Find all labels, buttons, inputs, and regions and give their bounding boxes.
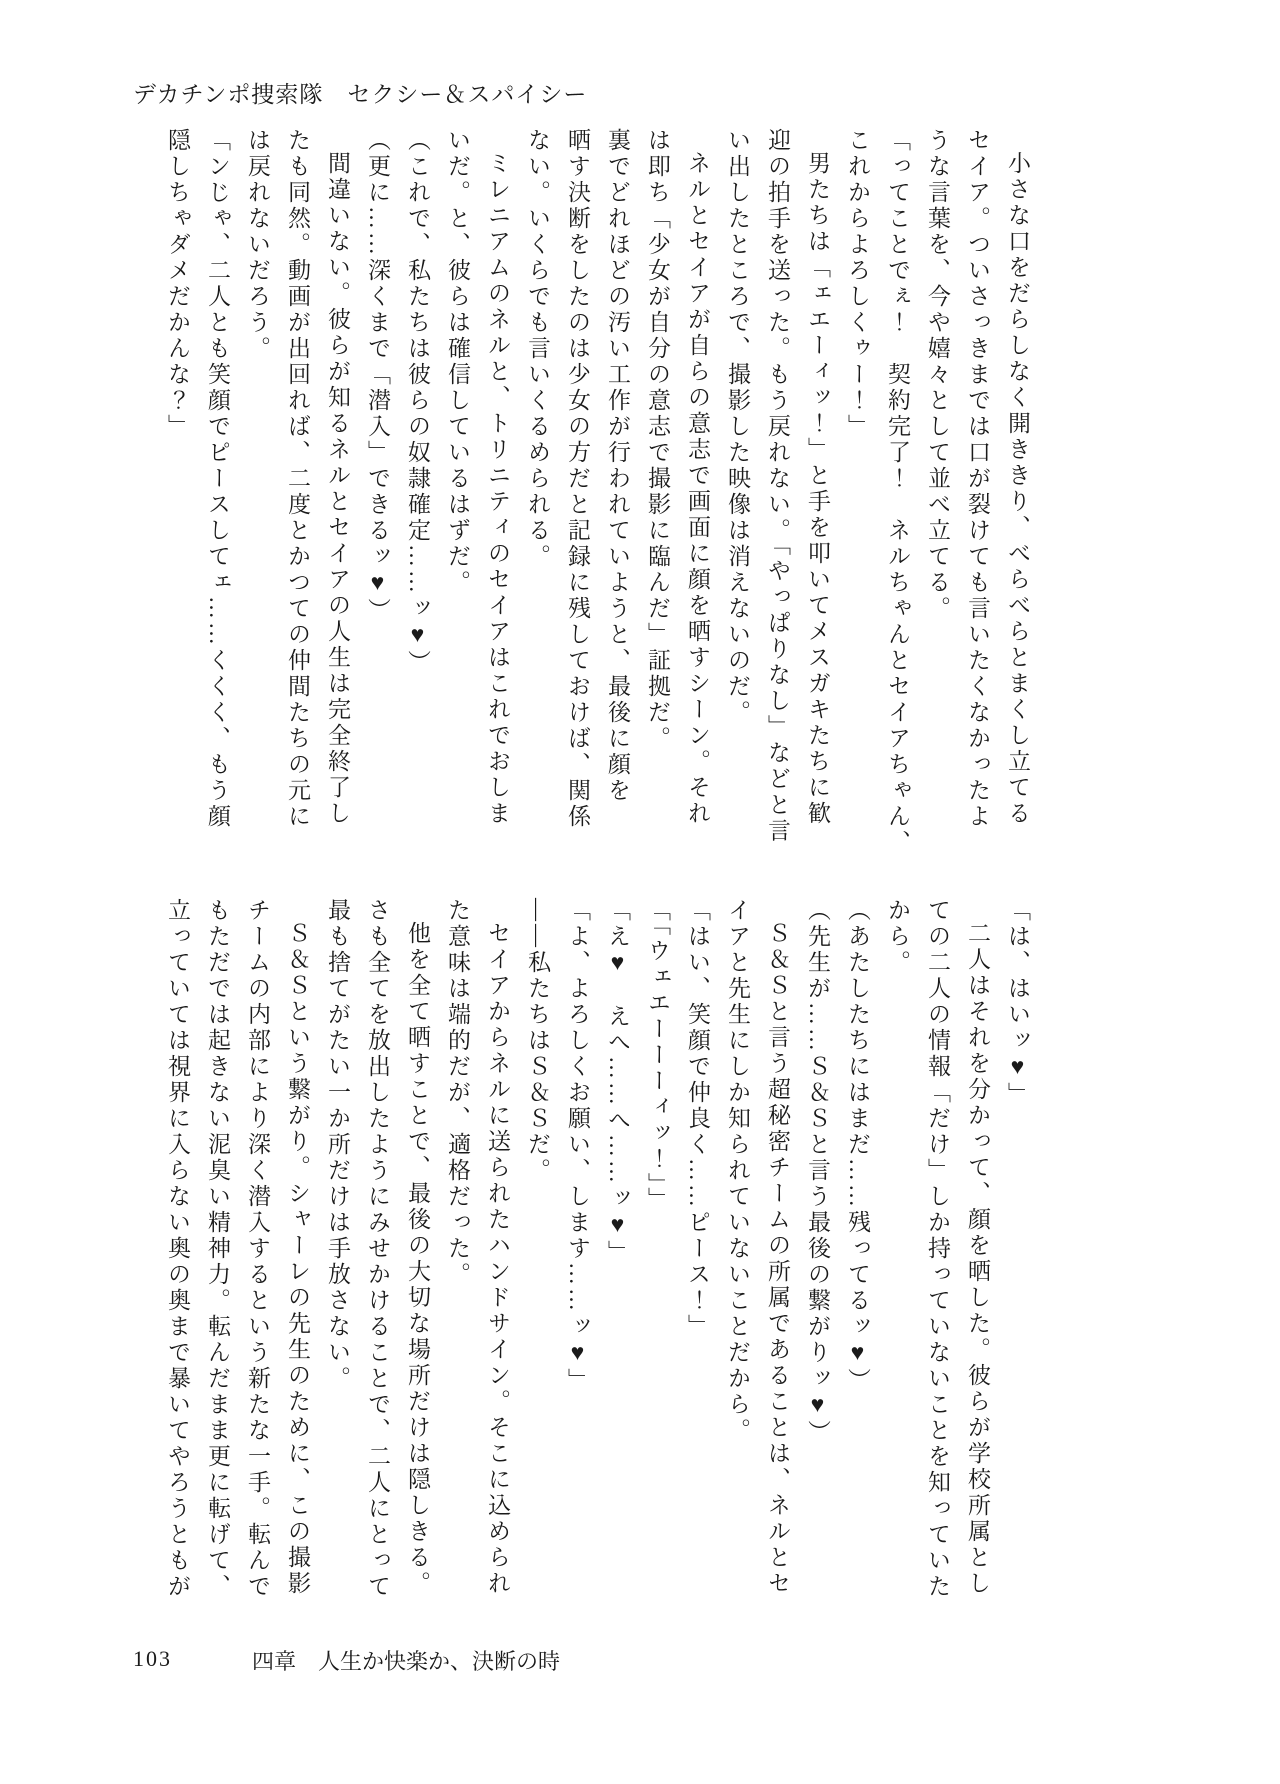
text-line: から。 [885, 898, 910, 976]
text-line: 間違いない。彼らが知るネルとセイアの人生は完全終了し [325, 151, 350, 827]
text-line: チームの内部により深く潜入するという新たな一手。転んで [245, 898, 270, 1600]
text-line: （更に……深くまで「潜入」できるッ♥） [365, 128, 390, 624]
text-line: ミレニアムのネルと、トリニティのセイアはこれでおしま [485, 151, 510, 827]
text-line: 晒す決断をしたのは少女の方だと記録に残しておけば、関係 [565, 128, 590, 830]
text-line: Ｓ＆Ｓという繋がり。シャーレの先生のために、この撮影 [285, 921, 310, 1597]
text-line: ――私たちはＳ＆Ｓだ。 [525, 898, 550, 1184]
text-line: 最も捨てがたい一か所だけは手放さない。 [325, 898, 350, 1392]
text-line: Ｓ＆Ｓと言う超秘密チームの所属であることは、ネルとセ [765, 921, 790, 1597]
text-line: セイア。ついさっきまでは口が裂けても言いたくなかったよ [965, 128, 990, 830]
text-line: 男たちは「ェエーィッ！」と手を叩いてメスガキたちに歓 [805, 151, 830, 827]
text-line: 「ンじゃ、二人とも笑顔でピースしてェ……くくく、もう顔 [205, 128, 230, 830]
text-line: （あたしたちにはまだ……残ってるッ♥） [845, 898, 870, 1394]
text-line: イアと先生にしか知られていないことだから。 [725, 898, 750, 1444]
text-line: 二人はそれを分かって、顔を晒した。彼らが学校所属とし [965, 921, 990, 1597]
text-line: 隠しちゃダメだかんな？」 [165, 128, 190, 440]
text-line: ての二人の情報「だけ」しか持っていないことを知っていた [925, 898, 950, 1600]
text-line: 「ってことでぇ！ 契約完了！ ネルちゃんとセイアちゃん、 [885, 128, 910, 856]
text-line: （これで、私たちは彼らの奴隷確定……ッ♥） [405, 128, 430, 676]
text-line: 立っていては視界に入らない奥の奥まで暴いてやろうともが [165, 898, 190, 1600]
text-line: は即ち「少女が自分の意志で撮影に臨んだ」証拠だ。 [645, 128, 670, 752]
text-line: 「はい、笑顔で仲良く……ピース！」 [685, 898, 710, 1340]
text-line: 「よ、よろしくお願い、します……ッ♥」 [565, 898, 590, 1394]
text-line: 裏でどれほどの汚い工作が行われていようと、最後に顔を [605, 128, 630, 804]
text-line: さも全てを放出したようにみせかけることで、二人にとって [365, 898, 390, 1600]
text-line: たも同然。動画が出回れば、二度とかつての仲間たちの元に [285, 128, 310, 830]
text-line: いだ。と、彼らは確信しているはずだ。 [445, 128, 470, 596]
text-line: 「え♥ えへ……へ……ッ♥」 [605, 898, 630, 1266]
text-line: い出したところで、撮影した映像は消えないのだ。 [725, 128, 750, 726]
text-line: もただでは起きない泥臭い精神力。転んだまま更に転げて、 [205, 898, 230, 1600]
text-line: 「「ウェエーーーィッ！」」 [645, 898, 670, 1213]
page-number: 103 [133, 1646, 172, 1671]
text-line: は戻れないだろう。 [245, 128, 270, 362]
text-line: 迎の拍手を送った。もう戻れない。「やっぱりなし」などと言 [765, 128, 790, 845]
text-line: うな言葉を、今や嬉々として並べ立てる。 [925, 128, 950, 622]
text-line: 他を全て晒すことで、最後の大切な場所だけは隠しきる。 [405, 921, 430, 1597]
text-line: 「は、はいッ♥」 [1005, 898, 1030, 1108]
text-line: ない。いくらでも言いくるめられる。 [525, 128, 550, 570]
chapter-title: 四章 人生か快楽か、決断の時 [252, 1649, 561, 1674]
text-line: セイアからネルに送られたハンドサイン。そこに込められ [485, 921, 510, 1597]
text-block-top [155, 128, 1037, 870]
text-line: 小さな口をだらしなく開ききり、べらべらとまくし立てる [1005, 151, 1030, 827]
text-block-bottom [155, 898, 1037, 1638]
text-line: ネルとセイアが自らの意志で画面に顔を晒すシーン。それ [685, 151, 710, 827]
text-line: これからよろしくゥー！」 [845, 128, 870, 440]
running-header-title: デカチンポ捜索隊 セクシー＆スパイシー [133, 82, 588, 107]
text-line: （先生が……Ｓ＆Ｓと言う最後の繋がりッ♥） [805, 898, 830, 1446]
text-line: た意味は端的だが、適格だった。 [445, 898, 470, 1288]
